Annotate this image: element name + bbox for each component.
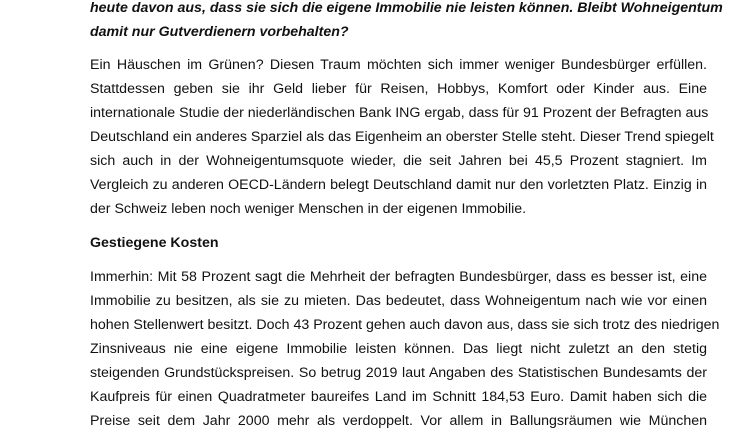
paragraph-line: hohen Stellenwert besitzt. Doch 43 Prozent gehen auch davon aus, dass sie sich trotz des niedrigen	[90, 317, 720, 333]
lead-line: heute davon aus, dass sie sich die eigene Immobilie nie leisten können. Bleibt Wohneigentum	[90, 0, 723, 16]
paragraph-line: Zinsniveaus nie eine eigene Immobilie leisten können. Das liegt nicht zuletzt an den stetig	[90, 341, 707, 357]
section-heading: Gestiegene Kosten	[90, 235, 219, 251]
lead-line: damit nur Gutverdienern vorbehalten?	[90, 24, 349, 40]
paragraph-line: Stattdessen geben sie ihr Geld lieber für Reisen, Hobbys, Komfort oder Kinder aus. Eine	[90, 81, 707, 97]
paragraph-line: Kaufpreis für einen Quadratmeter baureifes Land im Schnitt 184,53 Euro. Damit haben sich die	[90, 389, 707, 405]
text-column	[90, 0, 723, 443]
paragraph-line: sich auch in der Wohneigentumsquote wieder, die seit Jahren bei 45,5 Prozent stagniert. Im	[90, 153, 707, 169]
paragraph-line: internationale Studie der niederländischen Bank ING ergab, dass für 91 Prozent der Befragten aus	[90, 105, 709, 121]
paragraph-line: Immerhin: Mit 58 Prozent sagt die Mehrheit der befragten Bundesbürger, dass es besser ist, eine	[90, 269, 707, 285]
paragraph-line: Deutschland ein anderes Sparziel als das Eigenheim an oberster Stelle steht. Dieser Trend spiegelt	[90, 129, 714, 145]
paragraph-line: Immobilie zu besitzen, als sie zu mieten. Das bedeutet, dass Wohneigentum nach wie vor einen	[90, 293, 707, 309]
paragraph-line: Vergleich zu anderen OECD-Ländern belegt Deutschland damit nur den vorletzten Platz. Einzig in	[90, 177, 707, 193]
paragraph-line: Preise seit dem Jahr 2000 mehr als verdoppelt. Vor allem in Ballungsräumen wie München	[90, 413, 707, 429]
lead-question	[90, 0, 723, 44]
paragraph-intro	[90, 53, 714, 221]
paragraph-costs	[90, 265, 720, 433]
paragraph-line: steigenden Grundstückspreisen. So betrug 2019 laut Angaben des Statistischen Bundesamts der	[90, 365, 707, 381]
paragraph-line: der Schweiz leben noch weniger Menschen in der eigenen Immobilie.	[90, 201, 527, 217]
paragraph-line: Ein Häuschen im Grünen? Diesen Traum möchten sich immer weniger Bundesbürger erfüllen.	[90, 57, 707, 73]
